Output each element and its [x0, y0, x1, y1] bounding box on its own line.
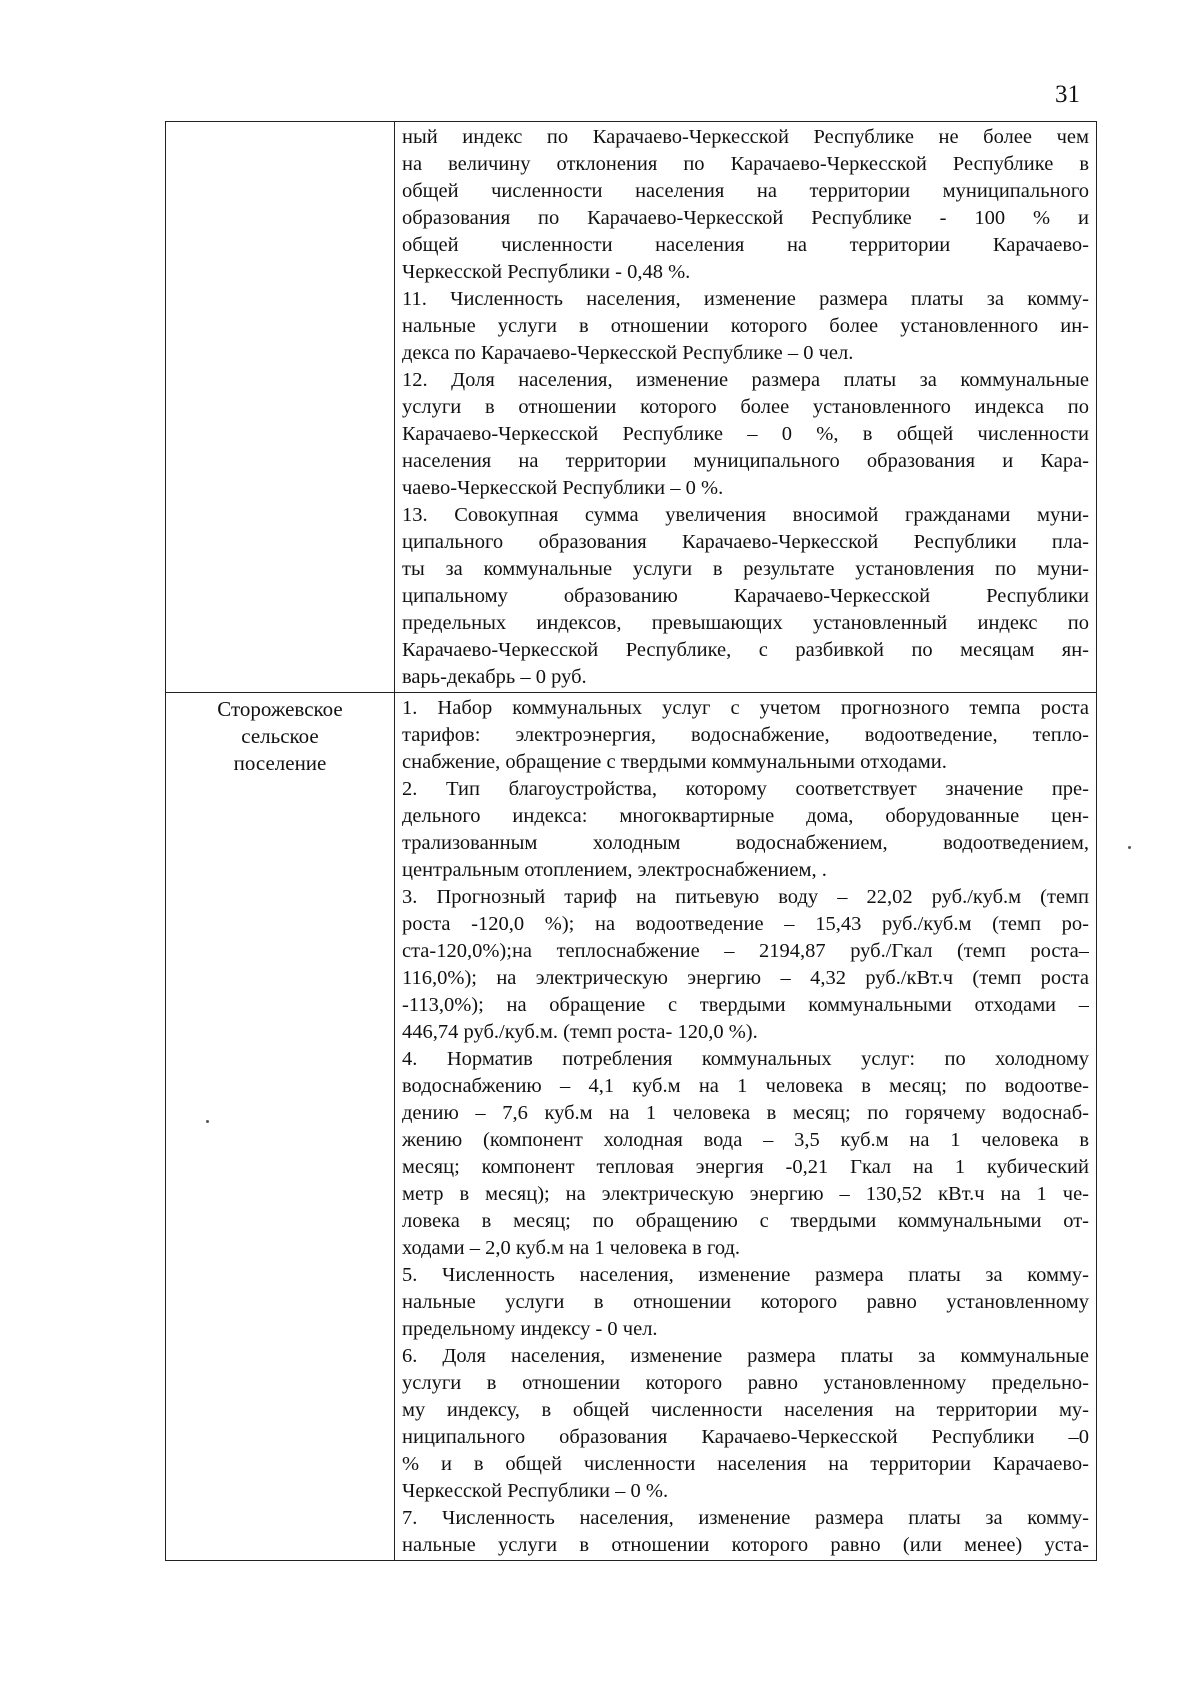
table-row	[166, 122, 1097, 693]
settlement-name-cell	[166, 122, 395, 693]
page-number: 31	[1055, 81, 1080, 108]
settlement-name-cell	[166, 693, 395, 1561]
table-row	[166, 693, 1097, 1561]
text-line: ловека в месяц; по обращению с твердыми коммунальными от-	[402, 1210, 1089, 1232]
text-line: предельных индексов, превышающих установленный индекс по	[402, 612, 1089, 634]
scan-speck	[206, 1120, 209, 1123]
text-line: -113,0%); на обращение с твердыми коммунальными отходами –	[402, 994, 1089, 1016]
text-line: тарифов: электроэнергия, водоснабжение, водоотведение, тепло-	[402, 724, 1089, 746]
text-line: Черкесской Республики – 0 %.	[402, 1480, 669, 1502]
text-line: варь-декабрь – 0 руб.	[402, 666, 587, 688]
text-line: ный индекс по Карачаево-Черкесской Республике не более чем	[402, 126, 1089, 148]
text-line: месяц; компонент тепловая энергия -0,21 Гкал на 1 кубический	[402, 1156, 1089, 1178]
text-line: 116,0%); на электрическую энергию – 4,32 руб./кВт.ч (темп роста	[402, 967, 1089, 989]
text-line: 7. Численность населения, изменение размера платы за комму-	[402, 1507, 1089, 1529]
text-line: декса по Карачаево-Черкесской Республике – 0 чел.	[402, 342, 854, 364]
text-line: нальные услуги в отношении которого более установленного ин-	[402, 315, 1089, 337]
text-line: 12. Доля населения, изменение размера платы за коммунальные	[402, 369, 1089, 391]
settlement-name-line: сельское	[241, 724, 319, 748]
document-table-body	[166, 122, 1097, 1561]
text-line: 4. Норматив потребления коммунальных услуг: по холодному	[402, 1048, 1089, 1070]
text-line: Карачаево-Черкесской Республике – 0 %, в общей численности	[402, 423, 1089, 445]
text-line: 446,74 руб./куб.м. (темп роста- 120,0 %).	[402, 1021, 758, 1043]
text-line: общей численности населения на территории Карачаево-	[402, 234, 1089, 256]
text-line: ходами – 2,0 куб.м на 1 человека в год.	[402, 1237, 741, 1259]
text-line: ципальному образованию Карачаево-Черкесской Республики	[402, 585, 1089, 607]
text-line: 1. Набор коммунальных услуг с учетом прогнозного темпа роста	[402, 697, 1089, 719]
text-line: 6. Доля населения, изменение размера платы за коммунальные	[402, 1345, 1089, 1367]
text-line: услуги в отношении которого равно установленному предельно-	[402, 1372, 1089, 1394]
text-line: снабжение, обращение с твердыми коммунальными отходами.	[402, 751, 947, 773]
text-line: 3. Прогнозный тариф на питьевую воду – 22,02 руб./куб.м (темп	[402, 886, 1089, 908]
document-table	[165, 121, 1097, 1561]
text-line: нальные услуги в отношении которого равно установленному	[402, 1291, 1089, 1313]
indicators-text-cell	[395, 122, 1097, 693]
text-line: ста-120,0%);на теплоснабжение – 2194,87 руб./Гкал (темп роста–	[402, 940, 1089, 962]
text-line: 5. Численность населения, изменение размера платы за комму-	[402, 1264, 1089, 1286]
text-line: му индексу, в общей численности населения на территории му-	[402, 1399, 1089, 1421]
text-line: роста -120,0 %); на водоотведение – 15,43 руб./куб.м (темп ро-	[402, 913, 1089, 935]
text-line: 13. Совокупная сумма увеличения вносимой гражданами муни-	[402, 504, 1089, 526]
text-line: ты за коммунальные услуги в результате установления по муни-	[402, 558, 1089, 580]
settlement-name-line: поселение	[233, 751, 327, 775]
text-line: центральным отоплением, электроснабжением, .	[402, 859, 827, 881]
settlement-name-line: Сторожевское	[217, 697, 343, 721]
text-line: дельного индекса: многоквартирные дома, оборудованные цен-	[402, 805, 1089, 827]
text-line: образования по Карачаево-Черкесской Республике - 100 % и	[402, 207, 1089, 229]
text-line: дению – 7,6 куб.м на 1 человека в месяц; по горячему водоснаб-	[402, 1102, 1089, 1124]
text-line: населения на территории муниципального образования и Кара-	[402, 450, 1089, 472]
text-line: общей численности населения на территории муниципального	[402, 180, 1089, 202]
text-line: на величину отклонения по Карачаево-Черкесской Республике в	[402, 153, 1089, 175]
text-line: предельному индексу - 0 чел.	[402, 1318, 658, 1340]
scan-speck	[1128, 846, 1131, 849]
text-line: чаево-Черкесской Республики – 0 %.	[402, 477, 724, 499]
text-line: жению (компонент холодная вода – 3,5 куб.м на 1 человека в	[402, 1129, 1089, 1151]
text-line: ципального образования Карачаево-Черкесской Республики пла-	[402, 531, 1089, 553]
text-line: водоснабжению – 4,1 куб.м на 1 человека в месяц; по водоотве-	[402, 1075, 1089, 1097]
text-line: Карачаево-Черкесской Республике, с разбивкой по месяцам ян-	[402, 639, 1089, 661]
text-line: услуги в отношении которого более установленного индекса по	[402, 396, 1089, 418]
text-line: % и в общей численности населения на территории Карачаево-	[402, 1453, 1089, 1475]
text-line: 11. Численность населения, изменение размера платы за комму-	[402, 288, 1089, 310]
text-line: Черкесской Республики - 0,48 %.	[402, 261, 691, 283]
text-line: 2. Тип благоустройства, которому соответствует значение пре-	[402, 778, 1089, 800]
text-line: нальные услуги в отношении которого равно (или менее) уста-	[402, 1534, 1089, 1556]
text-line: метр в месяц); на электрическую энергию – 130,52 кВт.ч на 1 че-	[402, 1183, 1089, 1205]
indicators-text-cell	[395, 693, 1097, 1561]
text-line: трализованным холодным водоснабжением, водоотведением,	[402, 832, 1089, 854]
text-line: ниципального образования Карачаево-Черкесской Республики –0	[402, 1426, 1089, 1448]
